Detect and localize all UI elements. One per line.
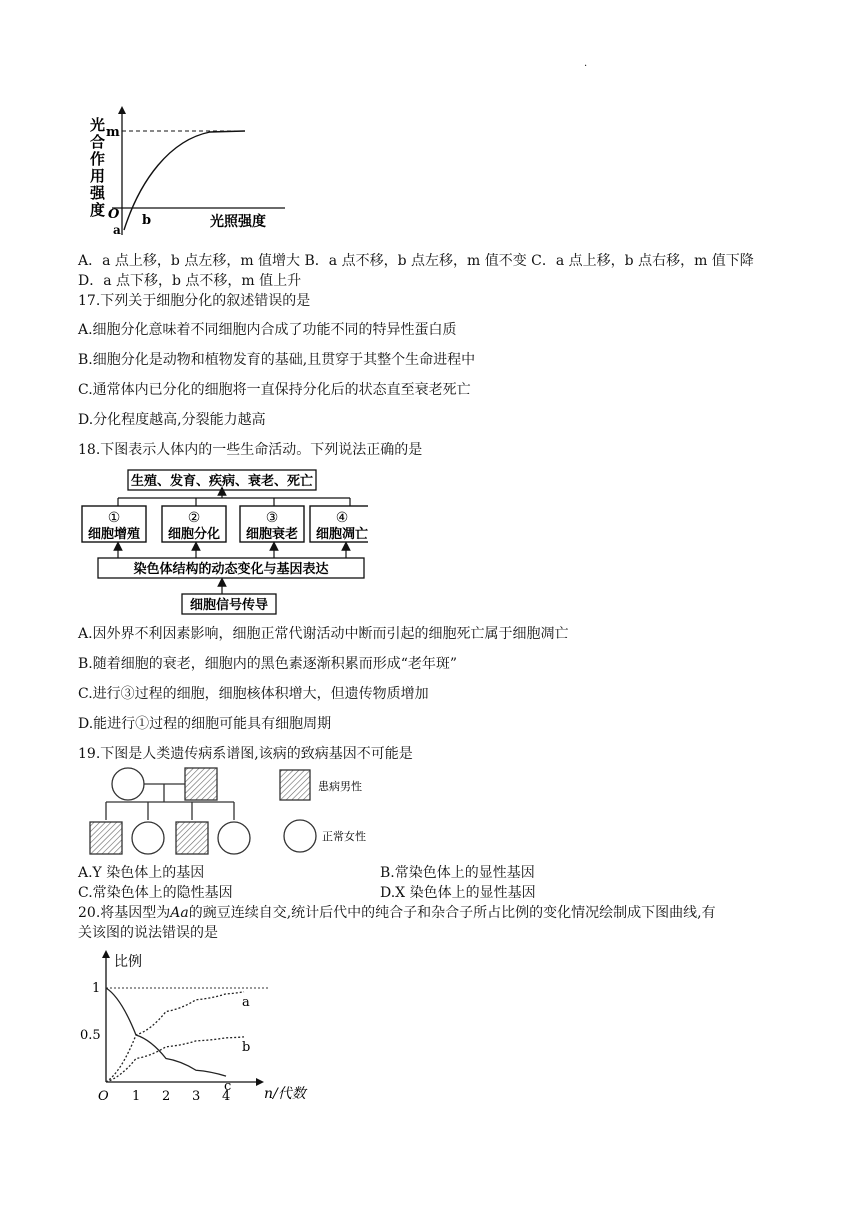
q17-option-d: D.分化程度越高,分裂能力越高 (78, 412, 266, 428)
chart-ylabel: 比例 (114, 954, 142, 970)
process-box-1 (82, 506, 146, 542)
q19-option-c: C.常染色体上的隐性基因 (78, 885, 233, 901)
q16-options-line2: D．a 点下移，b 点不移，m 值上升 (78, 273, 302, 289)
q16-options-line1: A．a 点上移，b 点左移，m 值增大 B．a 点不移，b 点左移，m 值不变 C．a 点上移，b 点右移，m 值下降 (78, 253, 754, 269)
legend-female-symbol (284, 820, 316, 852)
q20-stem-post: 的豌豆连续自交,统计后代中的纯合子和杂合子所占比例的变化情况绘制成下图曲线,有 (188, 905, 716, 921)
chart-series-label: b (242, 1039, 251, 1055)
pedigree-chart (82, 766, 382, 862)
process-box-4 (310, 506, 368, 542)
q18-option-c: C.进行③过程的细胞，细胞核体积增大，但遗传物质增加 (78, 686, 429, 702)
label-origin: O (108, 207, 120, 222)
gen2-female (132, 822, 164, 854)
gen2-affected-male (90, 822, 122, 854)
bottom-box-label: 细胞信号传导 (189, 598, 269, 613)
label-m: m (106, 125, 120, 140)
q17-option-c: C.通常体内已分化的细胞将一直保持分化后的状态直至衰老死亡 (78, 382, 471, 398)
self-cross-chart (76, 946, 316, 1106)
q20-stem-line2: 关该图的说法错误的是 (78, 925, 218, 941)
q20-genotype: Aa (170, 905, 189, 921)
chart-x-tick-label: 4 (222, 1089, 231, 1104)
q17-option-b: B.细胞分化是动物和植物发育的基础,且贯穿于其整个生命进程中 (78, 352, 476, 368)
legend-male-label: 患病男性 (318, 780, 362, 793)
graph-ylabel-char: 光 (90, 116, 106, 134)
graph-ylabel-char: 用 (90, 167, 106, 185)
chart-y-tick-label: 1 (92, 981, 101, 996)
chart-series-c (106, 988, 226, 1076)
q18-option-a: A.因外界不利因素影响，细胞正常代谢活动中断而引起的细胞死亡属于细胞凋亡 (78, 626, 569, 642)
legend-female-label: 正常女性 (322, 830, 366, 843)
graph-ylabel-char: 合 (90, 133, 106, 151)
graph-ylabel-char: 强 (90, 184, 106, 202)
chart-xlabel: n/代数 (264, 1086, 306, 1102)
top-box-label: 生殖、发育、疾病、衰老、死亡 (130, 474, 314, 489)
chart-series-label: c (224, 1079, 232, 1095)
life-activity-diagram (78, 466, 368, 616)
process-label: 细胞分化 (167, 527, 221, 542)
legend-male-symbol (280, 770, 310, 800)
q18-stem: 18.下图表示人体内的一些生命活动。下列说法正确的是 (78, 442, 423, 458)
chart-x-tick-label: O (98, 1089, 109, 1104)
graph-xlabel: 光照强度 (210, 214, 266, 230)
label-b: b (142, 213, 152, 228)
chart-x-arrow (256, 1078, 264, 1086)
q18-option-b: B.随着细胞的衰老，细胞内的黑色素逐渐积累而形成“老年斑” (78, 656, 458, 672)
graph-ylabel-char: 作 (90, 150, 106, 168)
chart-series-label: a (242, 994, 250, 1010)
gen1-affected-male (185, 768, 217, 800)
chart-x-tick-label: 2 (162, 1089, 171, 1104)
q18-option-d: D.能进行①过程的细胞可能具有细胞周期 (78, 716, 332, 732)
chart-y-arrow (102, 950, 110, 958)
chart-x-tick-label: 3 (192, 1089, 201, 1104)
q19-option-b: B.常染色体上的显性基因 (380, 865, 535, 881)
gen2-affected-male (176, 822, 208, 854)
q17-stem: 17.下列关于细胞分化的叙述错误的是 (78, 293, 311, 309)
process-box-2 (162, 506, 226, 542)
gen2-female (218, 822, 250, 854)
q19-option-d: D.X 染色体上的显性基因 (380, 885, 536, 901)
y-axis-arrow (118, 106, 126, 114)
process-number: ④ (335, 510, 349, 526)
process-label: 细胞凋亡 (315, 527, 368, 542)
process-label: 细胞增殖 (87, 527, 141, 542)
process-box-3 (240, 506, 304, 542)
process-number: ② (187, 510, 201, 526)
graph-ylabel-char: 度 (90, 201, 106, 219)
label-a: a (113, 223, 121, 237)
q20-stem-line1 (78, 904, 716, 922)
gen1-female (112, 768, 144, 800)
q19-option-a: A.Y 染色体上的基因 (78, 865, 205, 881)
process-number: ③ (265, 510, 279, 526)
q20-stem-pre: 20.将基因型为 (78, 905, 171, 921)
chart-x-tick-label: 1 (132, 1089, 141, 1104)
process-number: ① (107, 510, 121, 526)
middle-box-label: 染色体结构的动态变化与基因表达 (133, 562, 329, 577)
top-mark: . (584, 58, 588, 69)
q17-option-a: A.细胞分化意味着不同细胞内合成了功能不同的特异性蛋白质 (78, 322, 457, 338)
process-label: 细胞衰老 (245, 527, 299, 542)
chart-y-tick-label: 0.5 (80, 1028, 101, 1043)
q19-stem: 19.下图是人类遗传病系谱图,该病的致病基因不可能是 (78, 746, 413, 762)
photosynthesis-graph (80, 100, 290, 240)
